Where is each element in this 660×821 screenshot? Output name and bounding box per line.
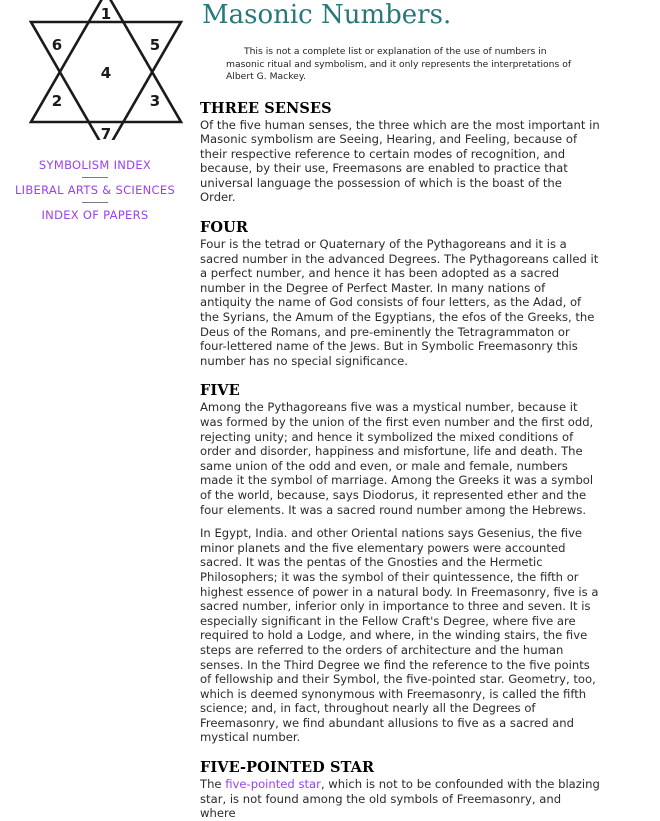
hexagram-label-bottom: 7 bbox=[100, 125, 112, 143]
section-heading: FIVE-POINTED STAR bbox=[200, 759, 375, 777]
sidebar bbox=[0, 0, 196, 222]
section-five bbox=[200, 382, 600, 745]
section-four bbox=[200, 219, 600, 368]
section-five-pointed-star bbox=[200, 759, 600, 821]
paragraph-text-before-link: The bbox=[200, 777, 226, 792]
hexagram-label-lower-right: 3 bbox=[149, 92, 161, 110]
section-heading: THREE SENSES bbox=[200, 99, 332, 117]
section-paragraph: Four is the tetrad or Quaternary of the Pythagoreans and it is a sacred number in the advanced Degrees. The Pythagoreans called it a perfect number, and hence it has been adopted as a sacred number in the Degree of Perfect Master. In many nations of antiquity the name of God consists of four letters, as the Adad, of the Syrians, the Amum of the Egyptians, the efos of the Greeks, the Deus of the Romans, and pre-eminently the Tetragrammaton or four-lettered name of the Jews. But in Symbolic Freemasonry this number has no special significance. bbox=[200, 237, 599, 368]
section-heading: FOUR bbox=[200, 219, 249, 237]
section-paragraph bbox=[200, 777, 600, 821]
main-content bbox=[200, 0, 600, 821]
five-pointed-star-link[interactable]: five-pointed star bbox=[225, 777, 321, 792]
sidebar-nav bbox=[0, 158, 196, 222]
nav-divider-1 bbox=[82, 177, 108, 178]
paragraph-text-after-link: , which is not to be confounded with the blazing star, is not found among the old symbols of Freemasonry, and where bbox=[200, 777, 600, 821]
section-paragraph: Among the Pythagoreans five was a mystical number, because it was formed by the union of the first even number and the first odd, rejecting unity; and hence it symbolized the mixed conditions of order and disorder, happiness and misfortune, life and death. The same union of the odd and even, or male and female, numbers made it the symbol of marriage. Among the Greeks it was a symbol of the world, because, says Diodorus, it represented ether and the four elements. It was a sacred round number among the Hebrews. bbox=[200, 400, 594, 517]
hexagram-figure bbox=[0, 0, 196, 143]
hexagram-label-top: 1 bbox=[100, 5, 112, 23]
sidebar-item-symbolism-index[interactable]: SYMBOLISM INDEX bbox=[38, 158, 152, 172]
hexagram-svg bbox=[16, 0, 196, 143]
intro-disclaimer: This is not a complete list or explanation of the use of numbers in masonic ritual and symbolism, and it only represents the interpretations of Albert G. Mackey. bbox=[226, 46, 572, 82]
sidebar-item-liberal-arts-sciences[interactable]: LIBERAL ARTS & SCIENCES bbox=[14, 183, 176, 197]
sidebar-item-index-of-papers[interactable]: INDEX OF PAPERS bbox=[41, 208, 149, 222]
section-three-senses bbox=[200, 100, 600, 206]
section-paragraph: In Egypt, India. and other Oriental nations says Gesenius, the five minor planets and the five elementary powers were accounted sacred. It was the pentas of the Gnosties and the Hermetic Philosophers; it was the symbol of their quintessence, the fifth or highest essence of power in a natural body. In Freemasonry, five is a sacred number, inferior only in importance to three and seven. It is especially significant in the Fellow Craft's Degree, where five are required to hold a Lodge, and where, in the winding stairs, the five steps are referred to the orders of architecture and the human senses. In the Third Degree we find the reference to the five points of fellowship and their Symbol, the five-pointed star. Geometry, too, which is deemed synonymous with Freemasonry, is called the fifth science; and, in fact, throughout nearly all the Degrees of Freemasonry, we find abundant allusions to five as a sacred and mystical number. bbox=[200, 526, 599, 745]
hexagram-label-lower-left: 2 bbox=[51, 92, 63, 110]
section-heading: FIVE bbox=[200, 382, 240, 400]
nav-divider-2 bbox=[82, 202, 108, 203]
hexagram-label-upper-right: 5 bbox=[149, 36, 161, 54]
page-title: Masonic Numbers. bbox=[202, 0, 452, 30]
hexagram-label-upper-left: 6 bbox=[51, 36, 63, 54]
hexagram-label-center: 4 bbox=[100, 64, 112, 82]
section-paragraph: Of the five human senses, the three which are the most important in Masonic symbolism are Seeing, Hearing, and Feeling, because of their respective reference to certain modes of recognition, and because, by their use, Freemasons are enabled to practice that universal language the possession of which is the boast of the Order. bbox=[200, 117, 600, 205]
